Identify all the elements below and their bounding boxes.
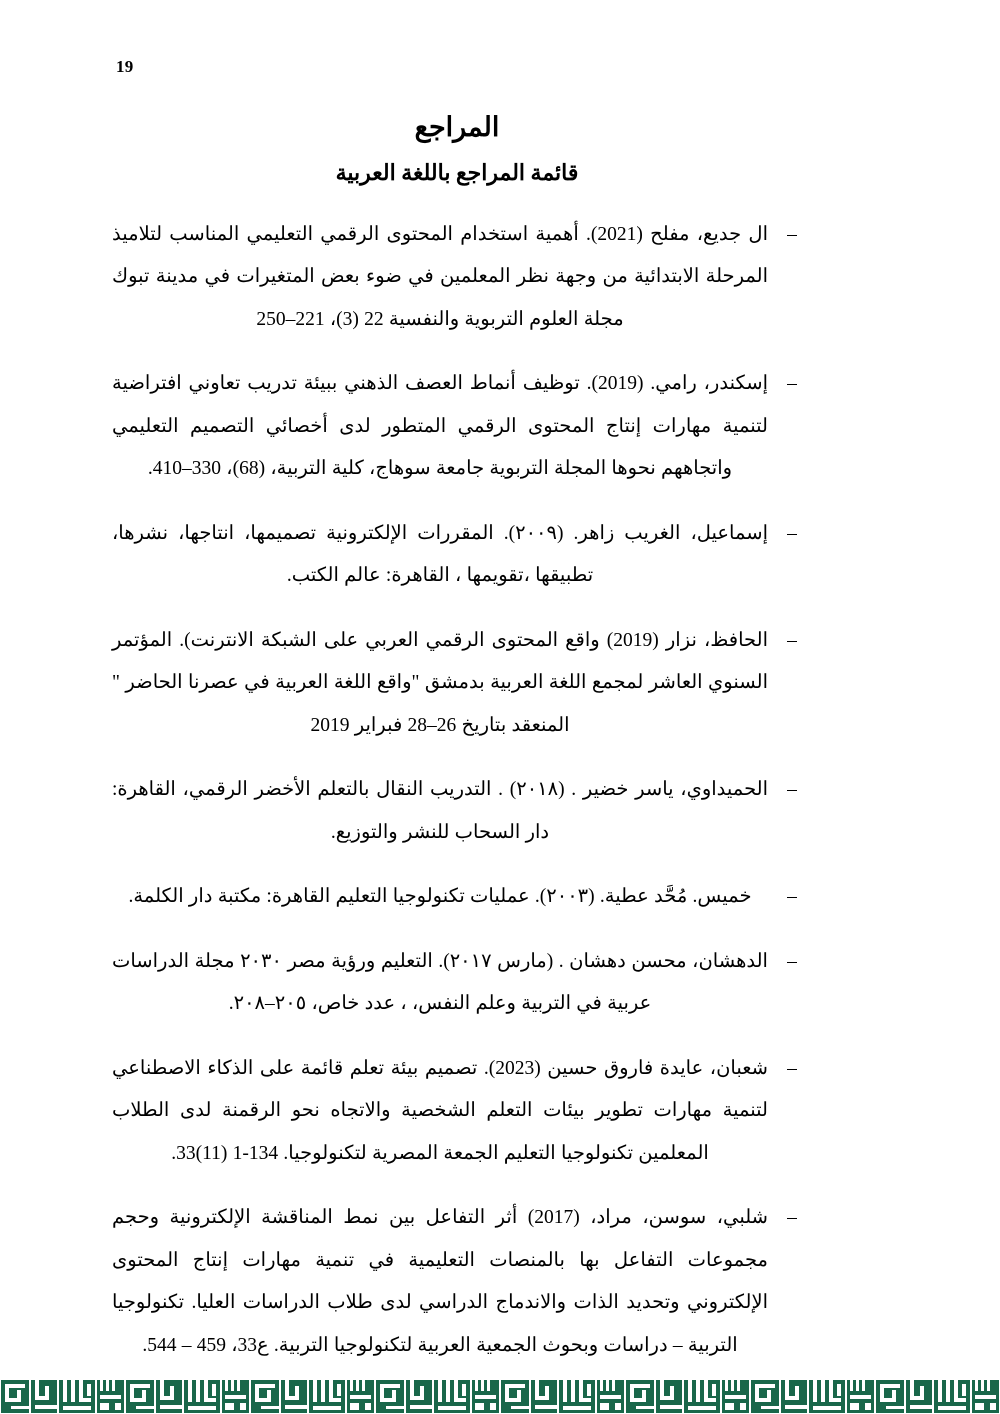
- kufic-border-graphic: [0, 1378, 1000, 1414]
- reference-bullet: –: [787, 1207, 797, 1229]
- reference-item: [112, 769, 802, 854]
- reference-text: الحافظ، نزار (2019) واقع المحتوى الرقمي العربي على الشبكة الانترنت). المؤتمر السنوي العاشر لمجمع اللغة العربية بدمشق "واقع اللغة العربية في عصرنا الحاضر " المنعقد بتاريخ 26–28 فبراير 2019: [112, 629, 768, 736]
- reference-text: الحميداوي، ياسر خضير . (٢٠١٨) . التدريب النقال بالتعلم الأخضر الرقمي، القاهرة: دار السحاب للنشر والتوزيع.: [112, 779, 769, 843]
- reference-text: شلبي، سوسن، مراد، (2017) أثر التفاعل بين نمط المناقشة الإلكترونية وحجم مجموعات التفاعل بها بالمنصات التعليمية في تنمية مهارات إنتاج المحتوى الإلكتروني وتحديد الذات والاندماج الدراسي لدى طلاب الدراسات العليا. تكنولوجيا التربية – دراسات وبحوث الجمعية العربية لتكنولوجيا التربية. ع33، 459 – 544.: [112, 1207, 768, 1356]
- reference-list: [112, 214, 802, 1368]
- reference-text: خميس. مُحَّد عطية. (٢٠٠٣). عمليات تكنولوجيا التعليم القاهرة: مكتبة دار الكلمة.: [128, 886, 752, 908]
- reference-item: [112, 941, 802, 1026]
- reference-bullet: –: [787, 629, 797, 651]
- reference-text: ال جديع، مفلح (2021). أهمية استخدام المحتوى الرقمي التعليمي المناسب لتلاميذ المرحلة الابتدائية من وجهة نظر المعلمين في ضوء بعض المتغيرات في مدينة تبوك مجلة العلوم التربوية والنفسية 22 (3)، 221–250: [112, 223, 769, 330]
- reference-bullet: –: [787, 1057, 797, 1079]
- section-subtitle: قائمة المراجع باللغة العربية: [335, 160, 579, 186]
- reference-bullet: –: [787, 950, 797, 972]
- reference-text: إسماعيل، الغريب زاهر. (٢٠٠٩). المقررات الإلكترونية تصميمها، انتاجها، نشرها، تطبيقها ،تقويمها ، القاهرة: عالم الكتب.: [112, 522, 768, 587]
- kufic-border-band: [0, 1378, 1000, 1414]
- reference-text: شعبان، عايدة فاروق حسين (2023). تصميم بيئة تعلم قائمة على الذكاء الاصطناعي لتنمية مهارات تطوير بيئات التعلم الشخصية والاتجاه نحو الرقمنة لدى الطلاب المعلمين تكنولوجيا التعليم الجمعة المصرية لتكنولوجيا. 134-1 (11)33.: [112, 1057, 768, 1164]
- reference-item: [112, 513, 802, 598]
- reference-bullet: –: [787, 886, 797, 908]
- reference-item: [112, 1197, 802, 1367]
- page-title: المراجع: [414, 112, 500, 142]
- reference-item: [112, 1048, 802, 1176]
- page-number: 19: [116, 57, 134, 76]
- reference-item: [112, 620, 802, 748]
- reference-bullet: –: [787, 522, 797, 544]
- reference-bullet: –: [787, 223, 797, 245]
- reference-item: [112, 214, 802, 342]
- reference-bullet: –: [787, 373, 797, 395]
- reference-text: إسكندر، رامي. (2019). توظيف أنماط العصف الذهني ببيئة تدريب تعاوني افتراضية لتنمية مهارات إنتاج المحتوى الرقمي المتطور لدى أخصائي التصميم التعليمي واتجاههم نحوها المجلة التربوية جامعة سوهاج، كلية التربية، (68)، 330–410.: [112, 373, 768, 480]
- reference-item: [112, 363, 802, 491]
- reference-item: [112, 876, 802, 919]
- page-content: [112, 110, 802, 1367]
- reference-bullet: –: [787, 779, 797, 801]
- reference-text: الدهشان، محسن دهشان . (مارس ٢٠١٧). التعليم ورؤية مصر ٢٠٣٠ مجلة الدراسات عربية في التربية وعلم النفس، ، عدد خاص، ٢٠٥–٢٠٨.: [112, 950, 768, 1015]
